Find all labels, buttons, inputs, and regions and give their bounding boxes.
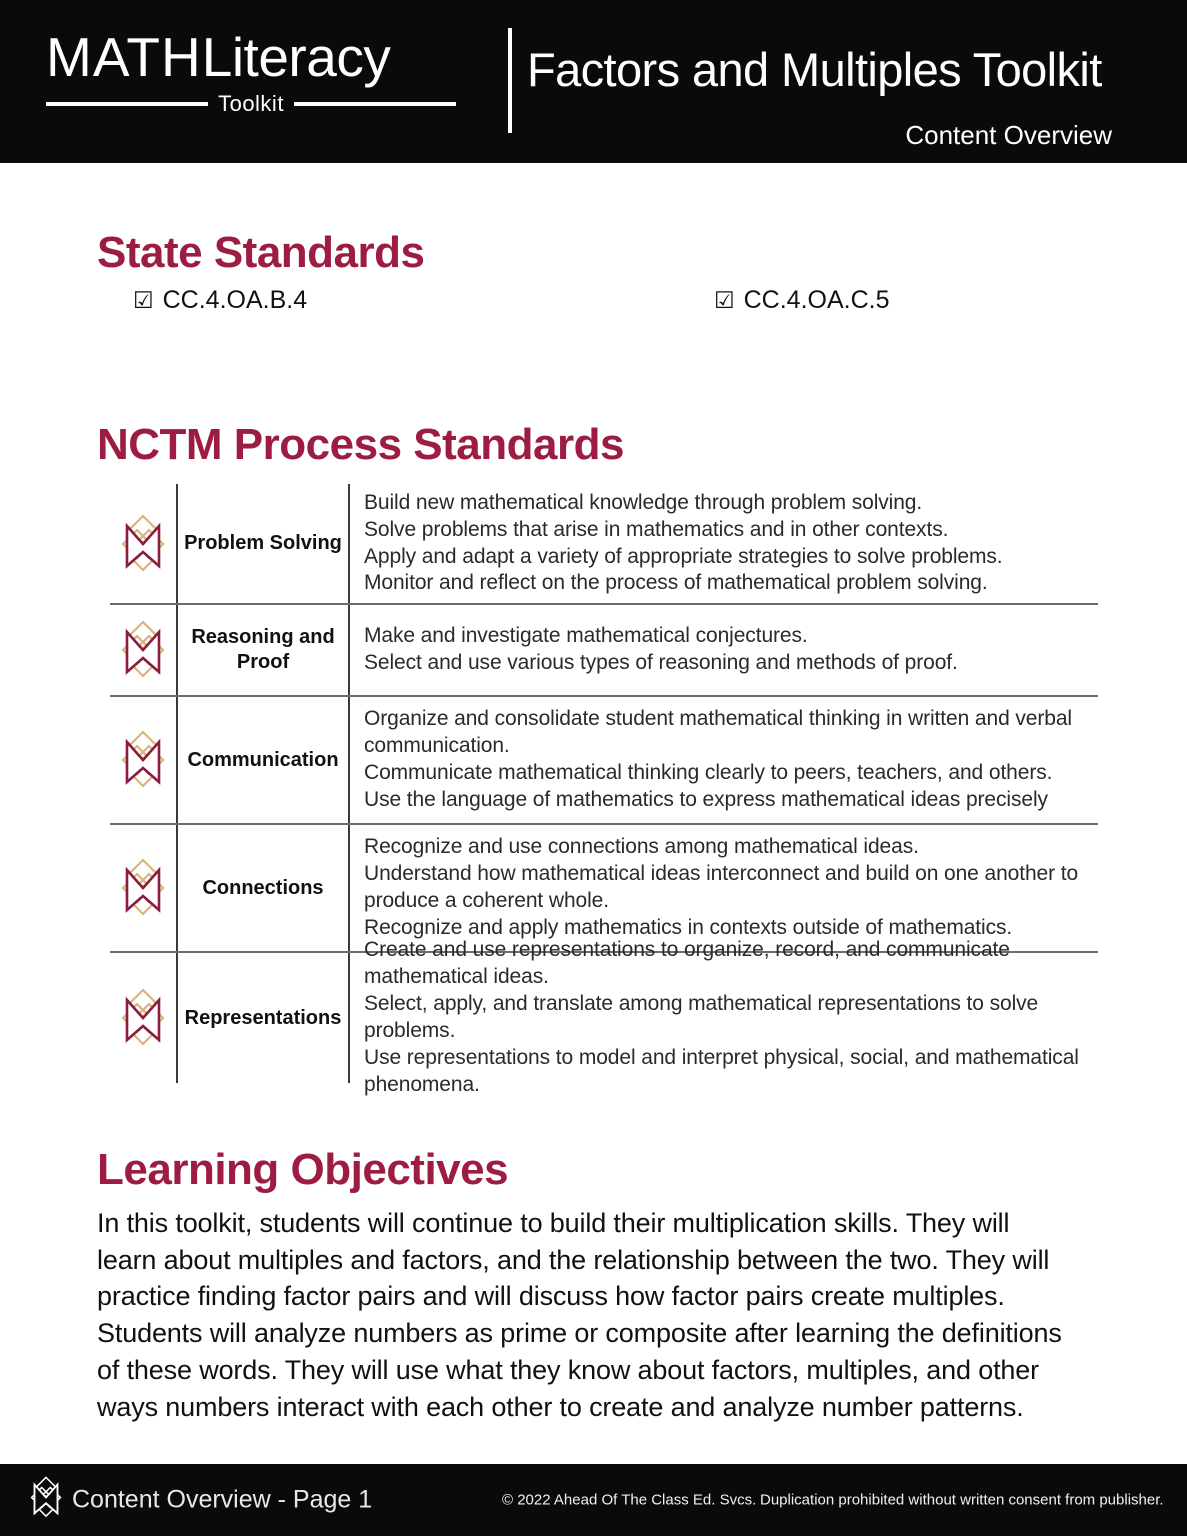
nctm-desc-line: Create and use representations to organize, record, and communicate mathematical ideas. <box>364 938 1010 989</box>
nctm-desc-line: Build new mathematical knowledge through problem solving. <box>364 490 923 514</box>
nctm-desc-line: Understand how mathematical ideas interconnect and build on one another to produce a coherent whole. <box>364 862 1079 912</box>
header-divider <box>508 28 512 133</box>
state-standard-item-1 <box>97 286 687 315</box>
brand-literacy-text: Literacy <box>201 26 391 88</box>
table-row <box>110 484 1098 605</box>
nctm-desc-line: Monitor and reflect on the process of mathematical problem solving. <box>364 571 988 595</box>
nctm-desc-line: Organize and consolidate student mathematical thinking in written and verbal communication. <box>364 707 1072 758</box>
page-header <box>0 0 1187 163</box>
nctm-desc-line: Communicate mathematical thinking clearly to peers, teachers, and others. <box>364 761 1053 784</box>
math-literacy-logo-icon <box>26 1475 66 1526</box>
table-row <box>110 605 1098 697</box>
brand-logo <box>46 26 456 117</box>
nctm-row-description <box>350 484 1098 603</box>
nctm-row-label: Problem Solving <box>178 484 350 603</box>
math-literacy-logo-icon <box>110 697 178 823</box>
nctm-row-label: Communication <box>178 697 350 823</box>
checked-checkbox-icon: ☑ <box>714 287 735 313</box>
math-literacy-logo-icon <box>110 484 178 603</box>
footer-duplication-notice: Duplication prohibited without written consent from publisher. <box>760 1491 1164 1509</box>
brand-rule-left <box>46 102 208 106</box>
state-standard-label: CC.4.OA.B.4 <box>162 286 308 314</box>
nctm-desc-line: Use the language of mathematics to express mathematical ideas precisely <box>364 787 1048 811</box>
nctm-row-description <box>350 697 1098 823</box>
page-subtitle: Content Overview <box>905 120 1112 150</box>
nctm-desc-line: Select, apply, and translate among mathematical representations to solve problems. <box>364 992 1039 1042</box>
learning-objectives-body: In this toolkit, students will continue to build their multiplication skills. They will learn about multiples and factors, and the relationship between the two. They will practice finding factor pairs and will discuss how factor pairs create multiples. Students will analyze numbers as prime or composite after learning the definitions of these words. They will use what they know about factors, multiples, and other ways numbers interact with each other to create and analyze number patterns. <box>97 1208 1062 1422</box>
footer-page-info <box>26 1475 372 1526</box>
footer-page-label: Content Overview - Page 1 <box>72 1485 373 1514</box>
nctm-desc-line: Recognize and apply mathematics in contexts outside of mathematics. <box>364 915 1013 939</box>
brand-toolkit-text: Toolkit <box>218 91 284 116</box>
state-standard-item-2 <box>687 286 890 315</box>
brand-math-text: MATH <box>46 26 202 88</box>
nctm-row-label: Representations <box>178 953 350 1083</box>
nctm-process-standards-table <box>110 484 1098 1096</box>
nctm-row-description <box>350 938 1098 1096</box>
page-title: Factors and Multiples Toolkit <box>527 43 1102 96</box>
page-footer <box>0 1464 1187 1536</box>
brand-wordmark <box>46 26 456 88</box>
nctm-row-label: Reasoning and Proof <box>178 605 350 695</box>
table-row <box>110 697 1098 825</box>
nctm-desc-line: Recognize and use connections among mathematical ideas. <box>364 835 919 859</box>
state-standards-heading: State Standards <box>97 228 425 277</box>
state-standard-label: CC.4.OA.C.5 <box>743 286 890 314</box>
nctm-desc-line: Solve problems that arise in mathematics and in other contexts. <box>364 517 949 541</box>
math-literacy-logo-icon <box>110 953 178 1083</box>
nctm-desc-line: Apply and adapt a variety of appropriate strategies to solve problems. <box>364 544 1003 568</box>
nctm-row-description <box>350 825 1098 951</box>
nctm-row-label: Connections <box>178 825 350 951</box>
nctm-row-description <box>350 605 1098 695</box>
nctm-desc-line: Use representations to model and interpret physical, social, and mathematical phenomena. <box>364 1045 1079 1096</box>
learning-objectives-heading: Learning Objectives <box>97 1145 509 1194</box>
state-standards-list <box>97 286 1097 315</box>
math-literacy-logo-icon <box>110 605 178 695</box>
brand-rule-right <box>294 102 456 106</box>
checked-checkbox-icon: ☑ <box>133 287 154 313</box>
nctm-heading: NCTM Process Standards <box>97 420 624 469</box>
nctm-desc-line: Select and use various types of reasoning and methods of proof. <box>364 651 958 674</box>
math-literacy-logo-icon <box>110 825 178 951</box>
nctm-desc-line: Make and investigate mathematical conjectures. <box>364 624 808 648</box>
table-row <box>110 938 1098 1096</box>
brand-subline <box>46 91 456 117</box>
footer-copyright: © 2022 Ahead Of The Class Ed. Svcs. <box>502 1491 757 1509</box>
table-row <box>110 825 1098 953</box>
